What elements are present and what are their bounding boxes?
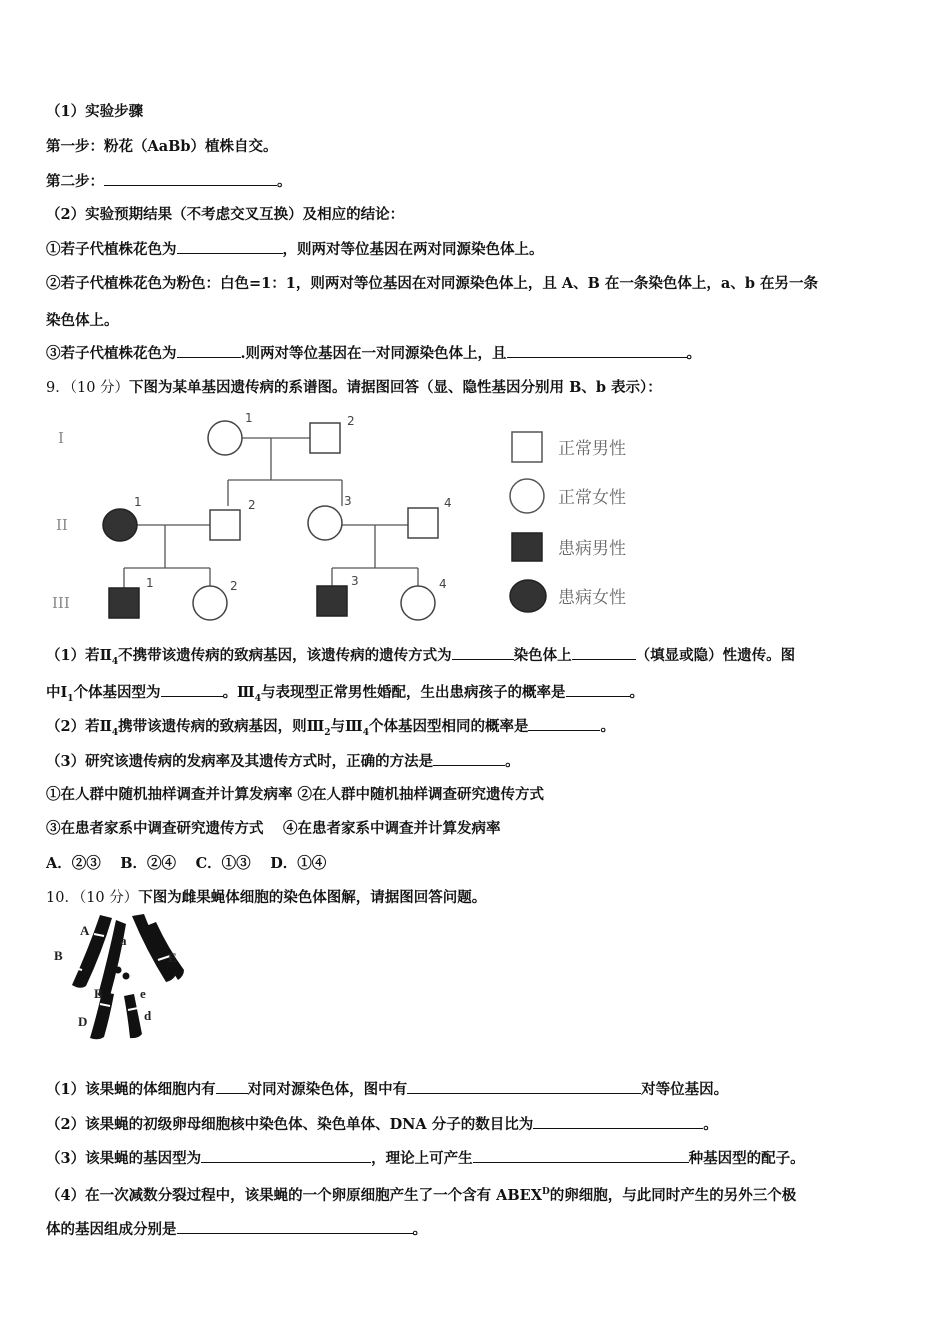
q10-sub3: （3）该果蝇的基因型为 ，理论上可产生 种基因型的配子。 <box>46 1150 805 1167</box>
answer-blank <box>216 1079 248 1094</box>
answer-blank <box>566 682 630 697</box>
q9-stem: 9．（10 分）下图为某单基因遗传病的系谱图。请据图回答（显、隐性基因分别用 B、b 表示）： <box>46 379 662 396</box>
legend-affected-female-label: 患病女性 <box>558 588 626 608</box>
gene-label-e: e <box>140 986 146 1001</box>
gene-label-D: D <box>78 1014 88 1029</box>
answer-blank <box>177 239 283 254</box>
q8-step-two: 第二步： 。 <box>46 173 292 190</box>
generation-label-i: I <box>58 429 64 447</box>
answer-blank <box>572 645 636 660</box>
answer-blank <box>177 1219 413 1234</box>
q8-result-2: ②若子代植株花色为粉色：白色=1：1，则两对等位基因在对同源染色体上，且 A、B 在一条染色体上，a、b 在另一条 <box>46 275 819 292</box>
generation-label-ii: II <box>56 516 68 534</box>
q9-sub1-line1: （1）若$Ⅱ_4$不携带该遗传病的致病基因，该遗传病的遗传方式为 染色体上 （填显或隐）性遗传。图 <box>46 647 796 667</box>
answer-blank <box>533 1114 703 1129</box>
i2-normal-male-icon <box>310 423 340 453</box>
q9-sub3: （3）研究该遗传病的发病率及其遗传方式时，正确的方法是 。 <box>46 753 520 770</box>
answer-blank <box>528 716 600 731</box>
i1-number: 1 <box>245 411 253 425</box>
gene-label-B: B <box>54 948 63 963</box>
iii4-normal-female-icon <box>401 586 435 620</box>
iii2-number: 2 <box>230 579 238 593</box>
answer-blank <box>452 645 514 660</box>
gene-label-A: A <box>80 923 90 938</box>
answer-blank <box>201 1148 371 1163</box>
fruit-fly-chromosome-diagram <box>50 910 210 1045</box>
q9-sub2: （2）若$Ⅱ_4$携带该遗传病的致病基因，则$Ⅲ_2$与$Ⅲ_4$个体基因型相同的概率是 。 <box>46 718 615 738</box>
answer-blank <box>177 343 241 358</box>
q8-result-3: ③若子代植株花色为 .则两对等位基因在一对同源染色体上，且 。 <box>46 345 702 362</box>
ii2-number: 2 <box>248 498 256 512</box>
legend-normal-male-icon <box>512 432 542 462</box>
q10-sub2: （2）该果蝇的初级卵母细胞核中染色体、染色单体、DNA 分子的数目比为 。 <box>46 1116 718 1133</box>
generation-label-iii: III <box>52 594 70 612</box>
legend-affected-female-icon <box>510 580 546 612</box>
q9-choices: A．②③ B．②④ C．①③ D．①④ <box>46 855 327 872</box>
gene-label-E: E <box>168 950 177 965</box>
ii4-number: 4 <box>444 496 452 510</box>
q10-stem: 10．（10 分）下图为雌果蝇体细胞的染色体图解，请据图回答问题。 <box>46 889 487 906</box>
pedigree-chart <box>40 405 660 635</box>
ii1-number: 1 <box>134 495 142 509</box>
q10-sub4-cont: 体的基因组成分别是 。 <box>46 1221 427 1238</box>
i2-number: 2 <box>347 414 355 428</box>
q8-step-heading: （1）实验步骤 <box>46 103 144 120</box>
gene-label-d: d <box>144 1008 152 1023</box>
iii1-affected-male-icon <box>109 588 139 618</box>
iii3-affected-male-icon <box>317 586 347 616</box>
q8-result-1: ①若子代植株花色为 ，则两对等位基因在两对同源染色体上。 <box>46 241 544 258</box>
legend-normal-male-label: 正常男性 <box>558 439 626 459</box>
legend-affected-male-icon <box>512 533 542 561</box>
iii3-number: 3 <box>351 574 359 588</box>
answer-blank <box>473 1148 689 1163</box>
legend-affected-male-label: 患病男性 <box>558 539 626 559</box>
q9-option-line-2: ③在患者家系中调查研究遗传方式 ④在患者家系中调查并计算发病率 <box>46 820 501 837</box>
ii4-normal-male-icon <box>408 508 438 538</box>
answer-blank <box>104 171 277 186</box>
ii3-normal-female-icon <box>308 506 342 540</box>
gene-label-a: a <box>120 933 127 948</box>
q9-sub1-line2: 中$Ⅰ_1$个体基因型为 。$Ⅲ_4$与表现型正常男性婚配，生出患病孩子的概率是 。 <box>46 684 644 704</box>
ii3-number: 3 <box>344 494 352 508</box>
legend-normal-female-label: 正常女性 <box>558 488 626 508</box>
q10-sub4: （4）在一次减数分裂过程中，该果蝇的一个卵原细胞产生了一个含有 $ABEX^D$的卵细胞，与此同时产生的另外三个极 <box>46 1186 797 1204</box>
answer-blank <box>433 751 505 766</box>
q8-step-one: 第一步：粉花（AaBb）植株自交。 <box>46 138 278 155</box>
ii1-affected-female-icon <box>103 509 137 541</box>
gene-label-b: B <box>94 986 103 1001</box>
q8-result-2-cont: 染色体上。 <box>46 312 119 329</box>
answer-blank <box>407 1079 641 1094</box>
q10-sub1: （1）该果蝇的体细胞内有 对同对源染色体，图中有 对等位基因。 <box>46 1081 729 1098</box>
ii2-normal-male-icon <box>210 510 240 540</box>
i1-normal-female-icon <box>208 421 242 455</box>
answer-blank <box>507 343 687 358</box>
q9-option-line-1: ①在人群中随机抽样调查并计算发病率 ②在人群中随机抽样调查研究遗传方式 <box>46 786 545 803</box>
q8-results-heading: （2）实验预期结果（不考虑交叉互换）及相应的结论： <box>46 206 405 223</box>
legend-normal-female-icon <box>510 479 544 513</box>
answer-blank <box>161 682 223 697</box>
iii2-normal-female-icon <box>193 586 227 620</box>
iii4-number: 4 <box>439 577 447 591</box>
iii1-number: 1 <box>146 576 154 590</box>
